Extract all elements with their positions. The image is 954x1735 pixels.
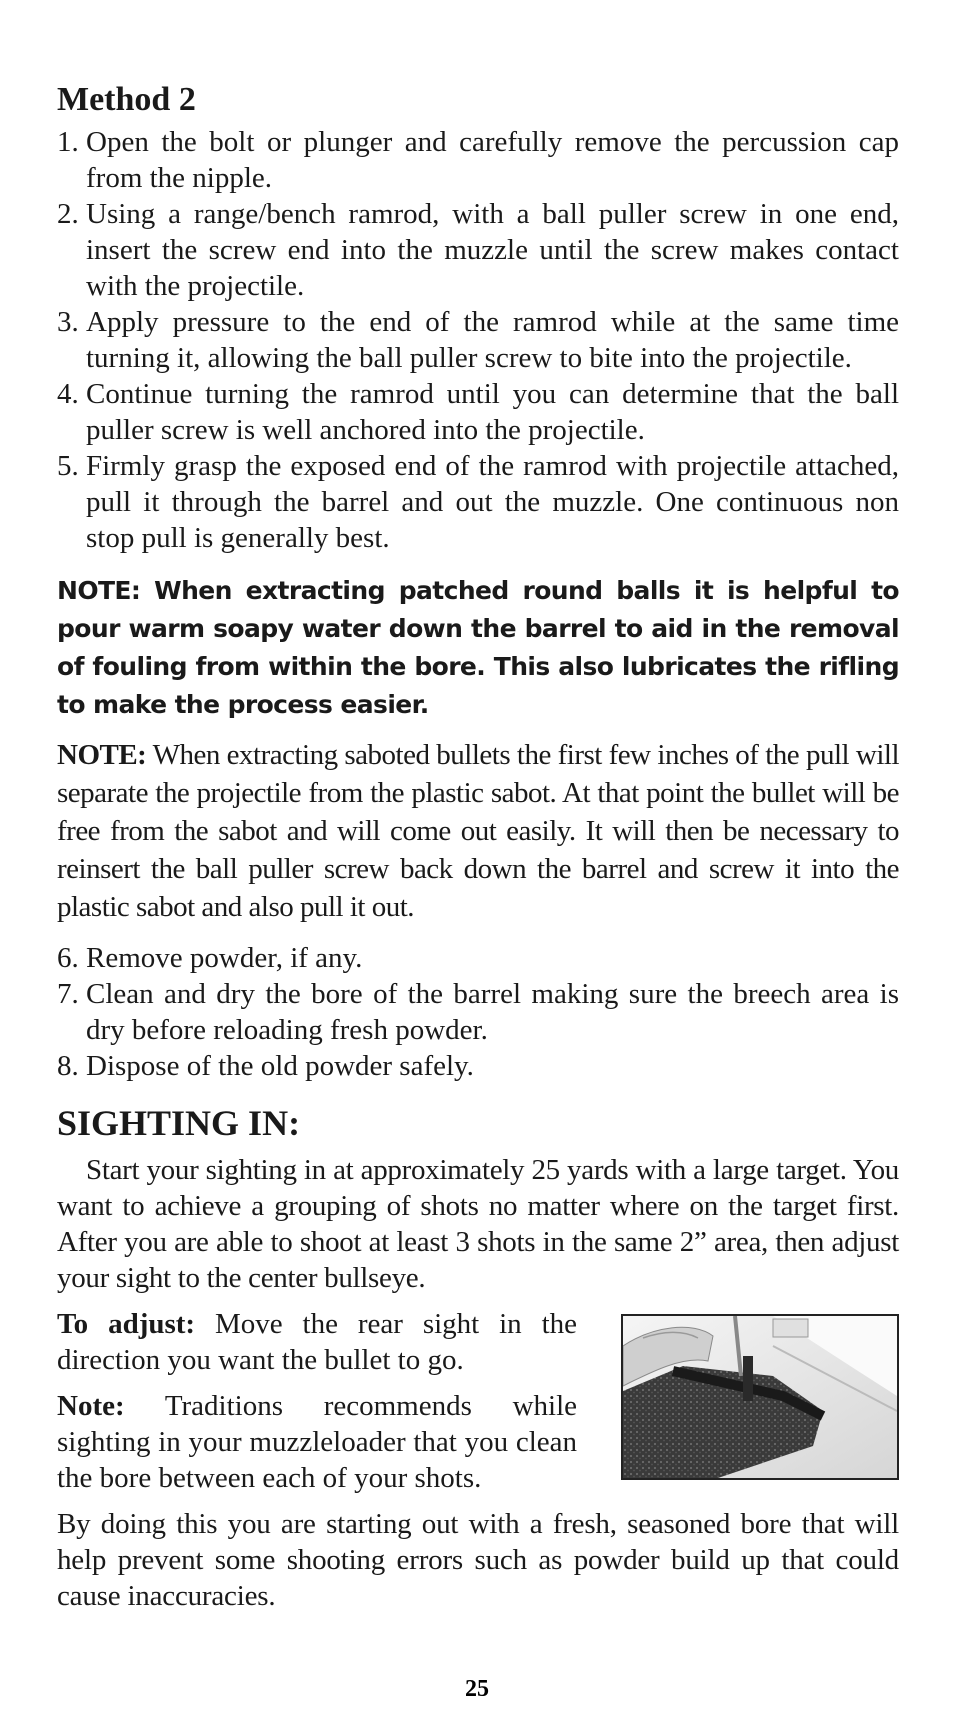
note-saboted-bullets (57, 736, 899, 926)
cleaning-note-label: Note: (57, 1390, 125, 1422)
step-number: 3. (57, 306, 79, 338)
step-number: 8. (57, 1050, 79, 1082)
step-item (57, 376, 899, 448)
adjust-section (57, 1306, 899, 1496)
step-text: Clean and dry the bore of the barrel making sure the breech area is dry before reloading fresh powder. (86, 978, 899, 1046)
step-number: 5. (57, 450, 79, 482)
steps-list-a (57, 124, 899, 556)
step-item (57, 1048, 899, 1084)
adjust-paragraph (57, 1306, 577, 1378)
step-text: Apply pressure to the end of the ramrod while at the same time turning it, allowing the ball puller screw to bite into the projectile. (86, 306, 899, 374)
step-item (57, 448, 899, 556)
rear-sight-photo (621, 1314, 899, 1480)
note-label: NOTE: (57, 739, 147, 771)
step-number: 7. (57, 978, 79, 1010)
manual-page (57, 72, 899, 1614)
step-text: Dispose of the old powder safely. (86, 1050, 474, 1082)
rear-sight-photo-illustration (623, 1316, 897, 1478)
adjust-text-column (57, 1306, 577, 1496)
step-item (57, 976, 899, 1048)
step-text: Open the bolt or plunger and carefully remove the percussion cap from the nipple. (86, 126, 899, 194)
sighting-intro: Start your sighting in at approximately 25 yards with a large target. You want to achieve a grouping of shots no matter where on the target first. After you are able to shoot at least 3 shots in the same 2” area, then adjust your sight to the center bullseye. (57, 1154, 899, 1294)
step-text: Firmly grasp the exposed end of the ramrod with projectile attached, pull it through the barrel and out the muzzle. One continuous non stop pull is generally best. (86, 450, 899, 554)
step-number: 2. (57, 198, 79, 230)
step-item (57, 196, 899, 304)
cleaning-note (57, 1388, 577, 1496)
adjust-label: To adjust: (57, 1308, 196, 1340)
step-number: 4. (57, 378, 79, 410)
method-heading: Method 2 (57, 81, 196, 118)
steps-list-b (57, 940, 899, 1084)
step-text: Using a range/bench ramrod, with a ball puller screw in one end, insert the screw end into the muzzle until the screw makes contact with the projectile. (86, 198, 899, 302)
adjust-text: Move the rear sight in the direction you want the bullet to go. (57, 1308, 577, 1376)
sighting-heading: SIGHTING IN: (57, 1103, 301, 1143)
step-item (57, 940, 899, 976)
step-number: 6. (57, 942, 79, 974)
step-item (57, 124, 899, 196)
note-text: When extracting saboted bullets the first few inches of the pull will separate the projectile from the plastic sabot. At that point the bullet will be free from the sabot and will come out easily. It will then be necessary to reinsert the ball puller screw back down the barrel and screw it into the plastic sabot and also pull it out. (57, 739, 899, 923)
step-number: 1. (57, 126, 79, 158)
step-text: Continue turning the ramrod until you can determine that the ball puller screw is well anchored into the projectile. (86, 378, 899, 446)
step-text: Remove powder, if any. (86, 942, 363, 974)
cleaning-note-text: Traditions recommends while sighting in your muzzleloader that you clean the bore between each of your shots. (57, 1390, 577, 1494)
step-item (57, 304, 899, 376)
continuation-paragraph: By doing this you are starting out with a fresh, seasoned bore that will help prevent some shooting errors such as powder build up that could cause inaccuracies. (57, 1508, 899, 1612)
note-patched-balls: NOTE: When extracting patched round balls it is helpful to pour warm soapy water down the barrel to aid in the removal of fouling from within the bore. This also lubricates the rifling to make the process easier. (57, 576, 899, 719)
page-number: 25 (465, 1676, 489, 1702)
